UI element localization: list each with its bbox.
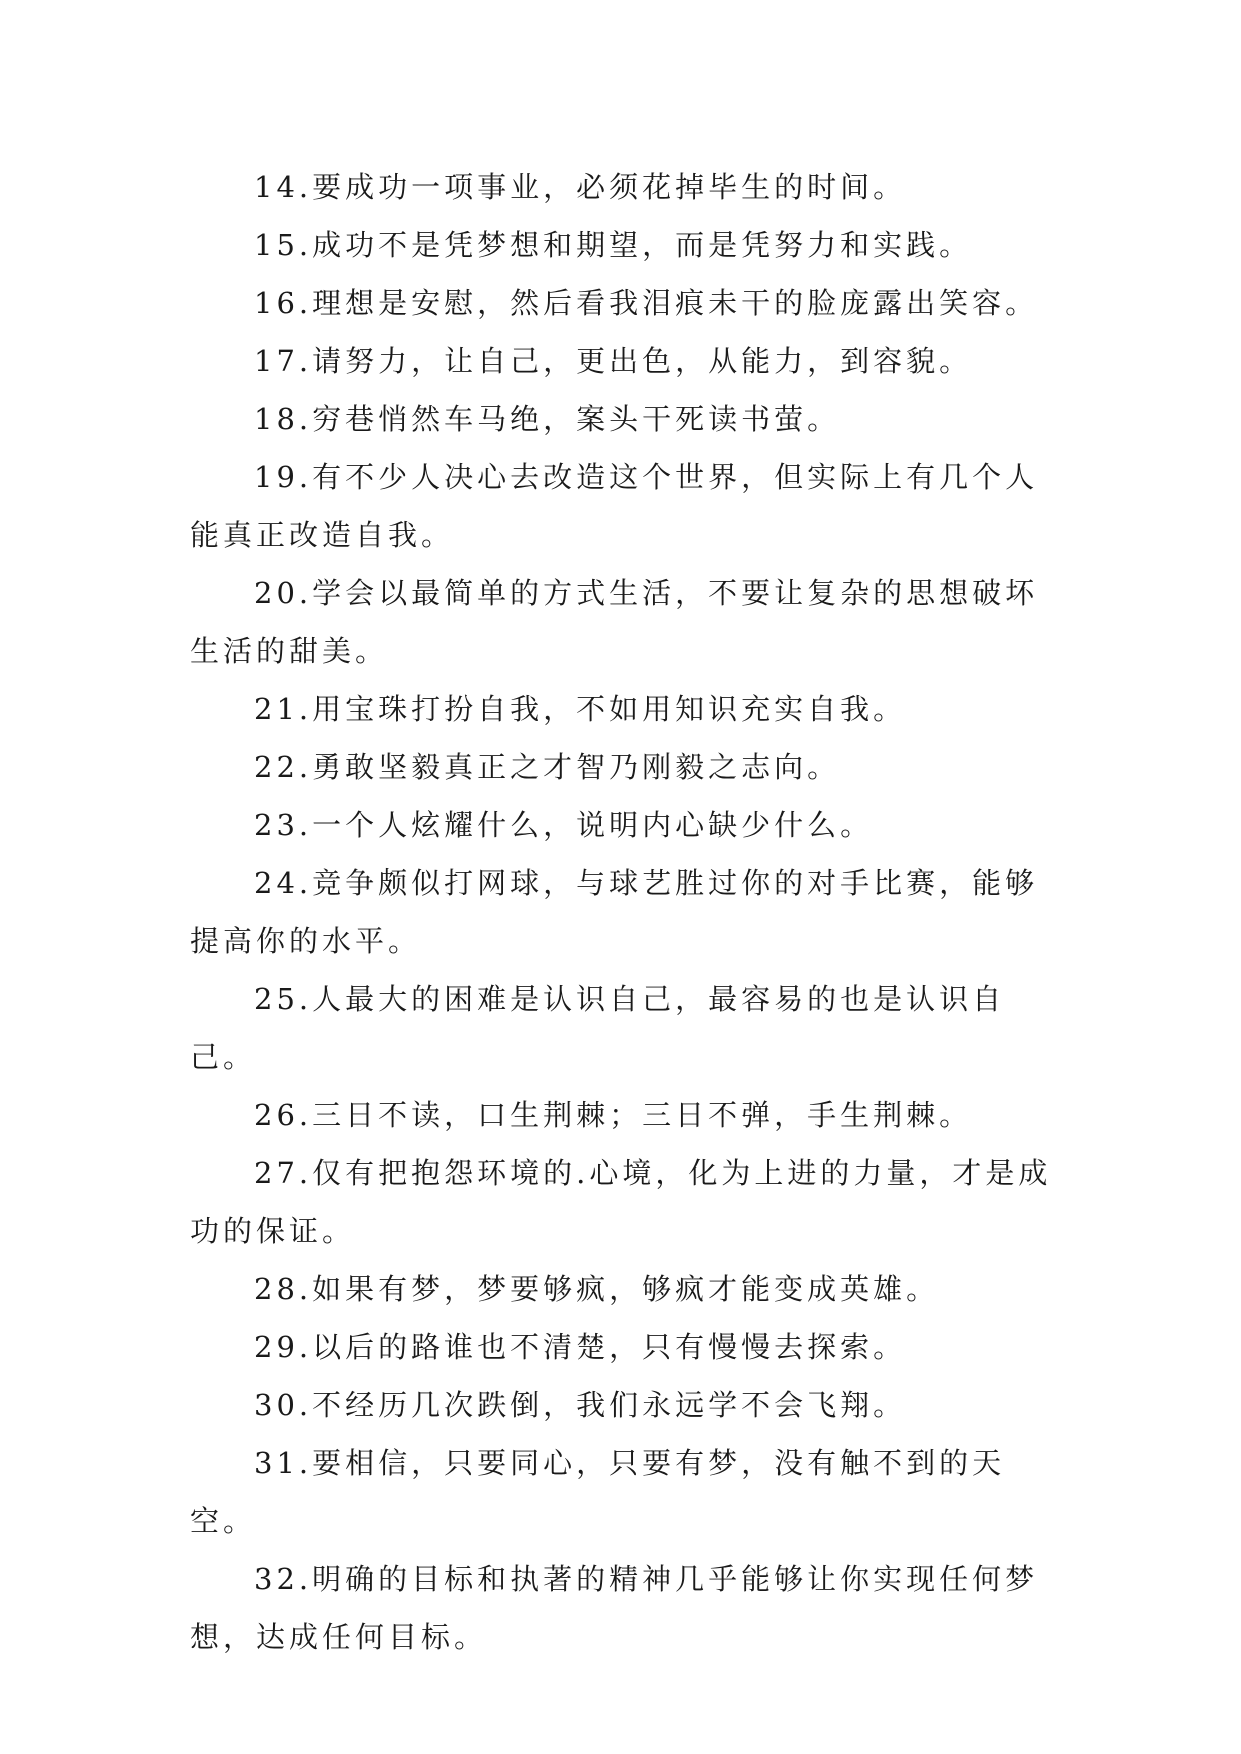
quote-paragraph: 29.以后的路谁也不清楚，只有慢慢去探索。 [254,1330,907,1364]
quote-paragraph: 24.竞争颇似打网球，与球艺胜过你的对手比赛，能够提高你的水平。 [190,866,1039,958]
quote-paragraph: 27.仅有把抱怨环境的.心境，化为上进的力量，才是成功的保证。 [190,1156,1052,1248]
quote-paragraph: 15.成功不是凭梦想和期望，而是凭努力和实践。 [254,228,973,262]
quote-paragraph: 17.请努力，让自己，更出色，从能力，到容貌。 [254,344,973,378]
quote-paragraph: 32.明确的目标和执著的精神几乎能够让你实现任何梦想，达成任何目标。 [190,1562,1039,1654]
quote-paragraph: 22.勇敢坚毅真正之才智乃刚毅之志向。 [254,750,841,784]
quote-paragraph: 21.用宝珠打扮自我，不如用知识充实自我。 [254,692,907,726]
document-body [190,158,1070,1666]
quote-paragraph: 14.要成功一项事业，必须花掉毕生的时间。 [254,170,907,204]
quote-paragraph: 23.一个人炫耀什么，说明内心缺少什么。 [254,808,874,842]
quote-paragraph: 20.学会以最简单的方式生活，不要让复杂的思想破坏生活的甜美。 [190,576,1039,668]
quote-paragraph: 31.要相信，只要同心，只要有梦，没有触不到的天空。 [190,1446,1006,1538]
quote-paragraph: 30.不经历几次跌倒，我们永远学不会飞翔。 [254,1388,907,1422]
quote-paragraph: 19.有不少人决心去改造这个世界，但实际上有几个人能真正改造自我。 [190,460,1039,552]
quote-paragraph: 26.三日不读，口生荆棘；三日不弹，手生荆棘。 [254,1098,973,1132]
quote-paragraph: 28.如果有梦，梦要够疯，够疯才能变成英雄。 [254,1272,940,1306]
quote-paragraph: 16.理想是安慰，然后看我泪痕未干的脸庞露出笑容。 [254,286,1039,320]
quote-paragraph: 18.穷巷悄然车马绝，案头干死读书萤。 [254,402,841,436]
quote-paragraph: 25.人最大的困难是认识自己，最容易的也是认识自己。 [190,982,1006,1074]
